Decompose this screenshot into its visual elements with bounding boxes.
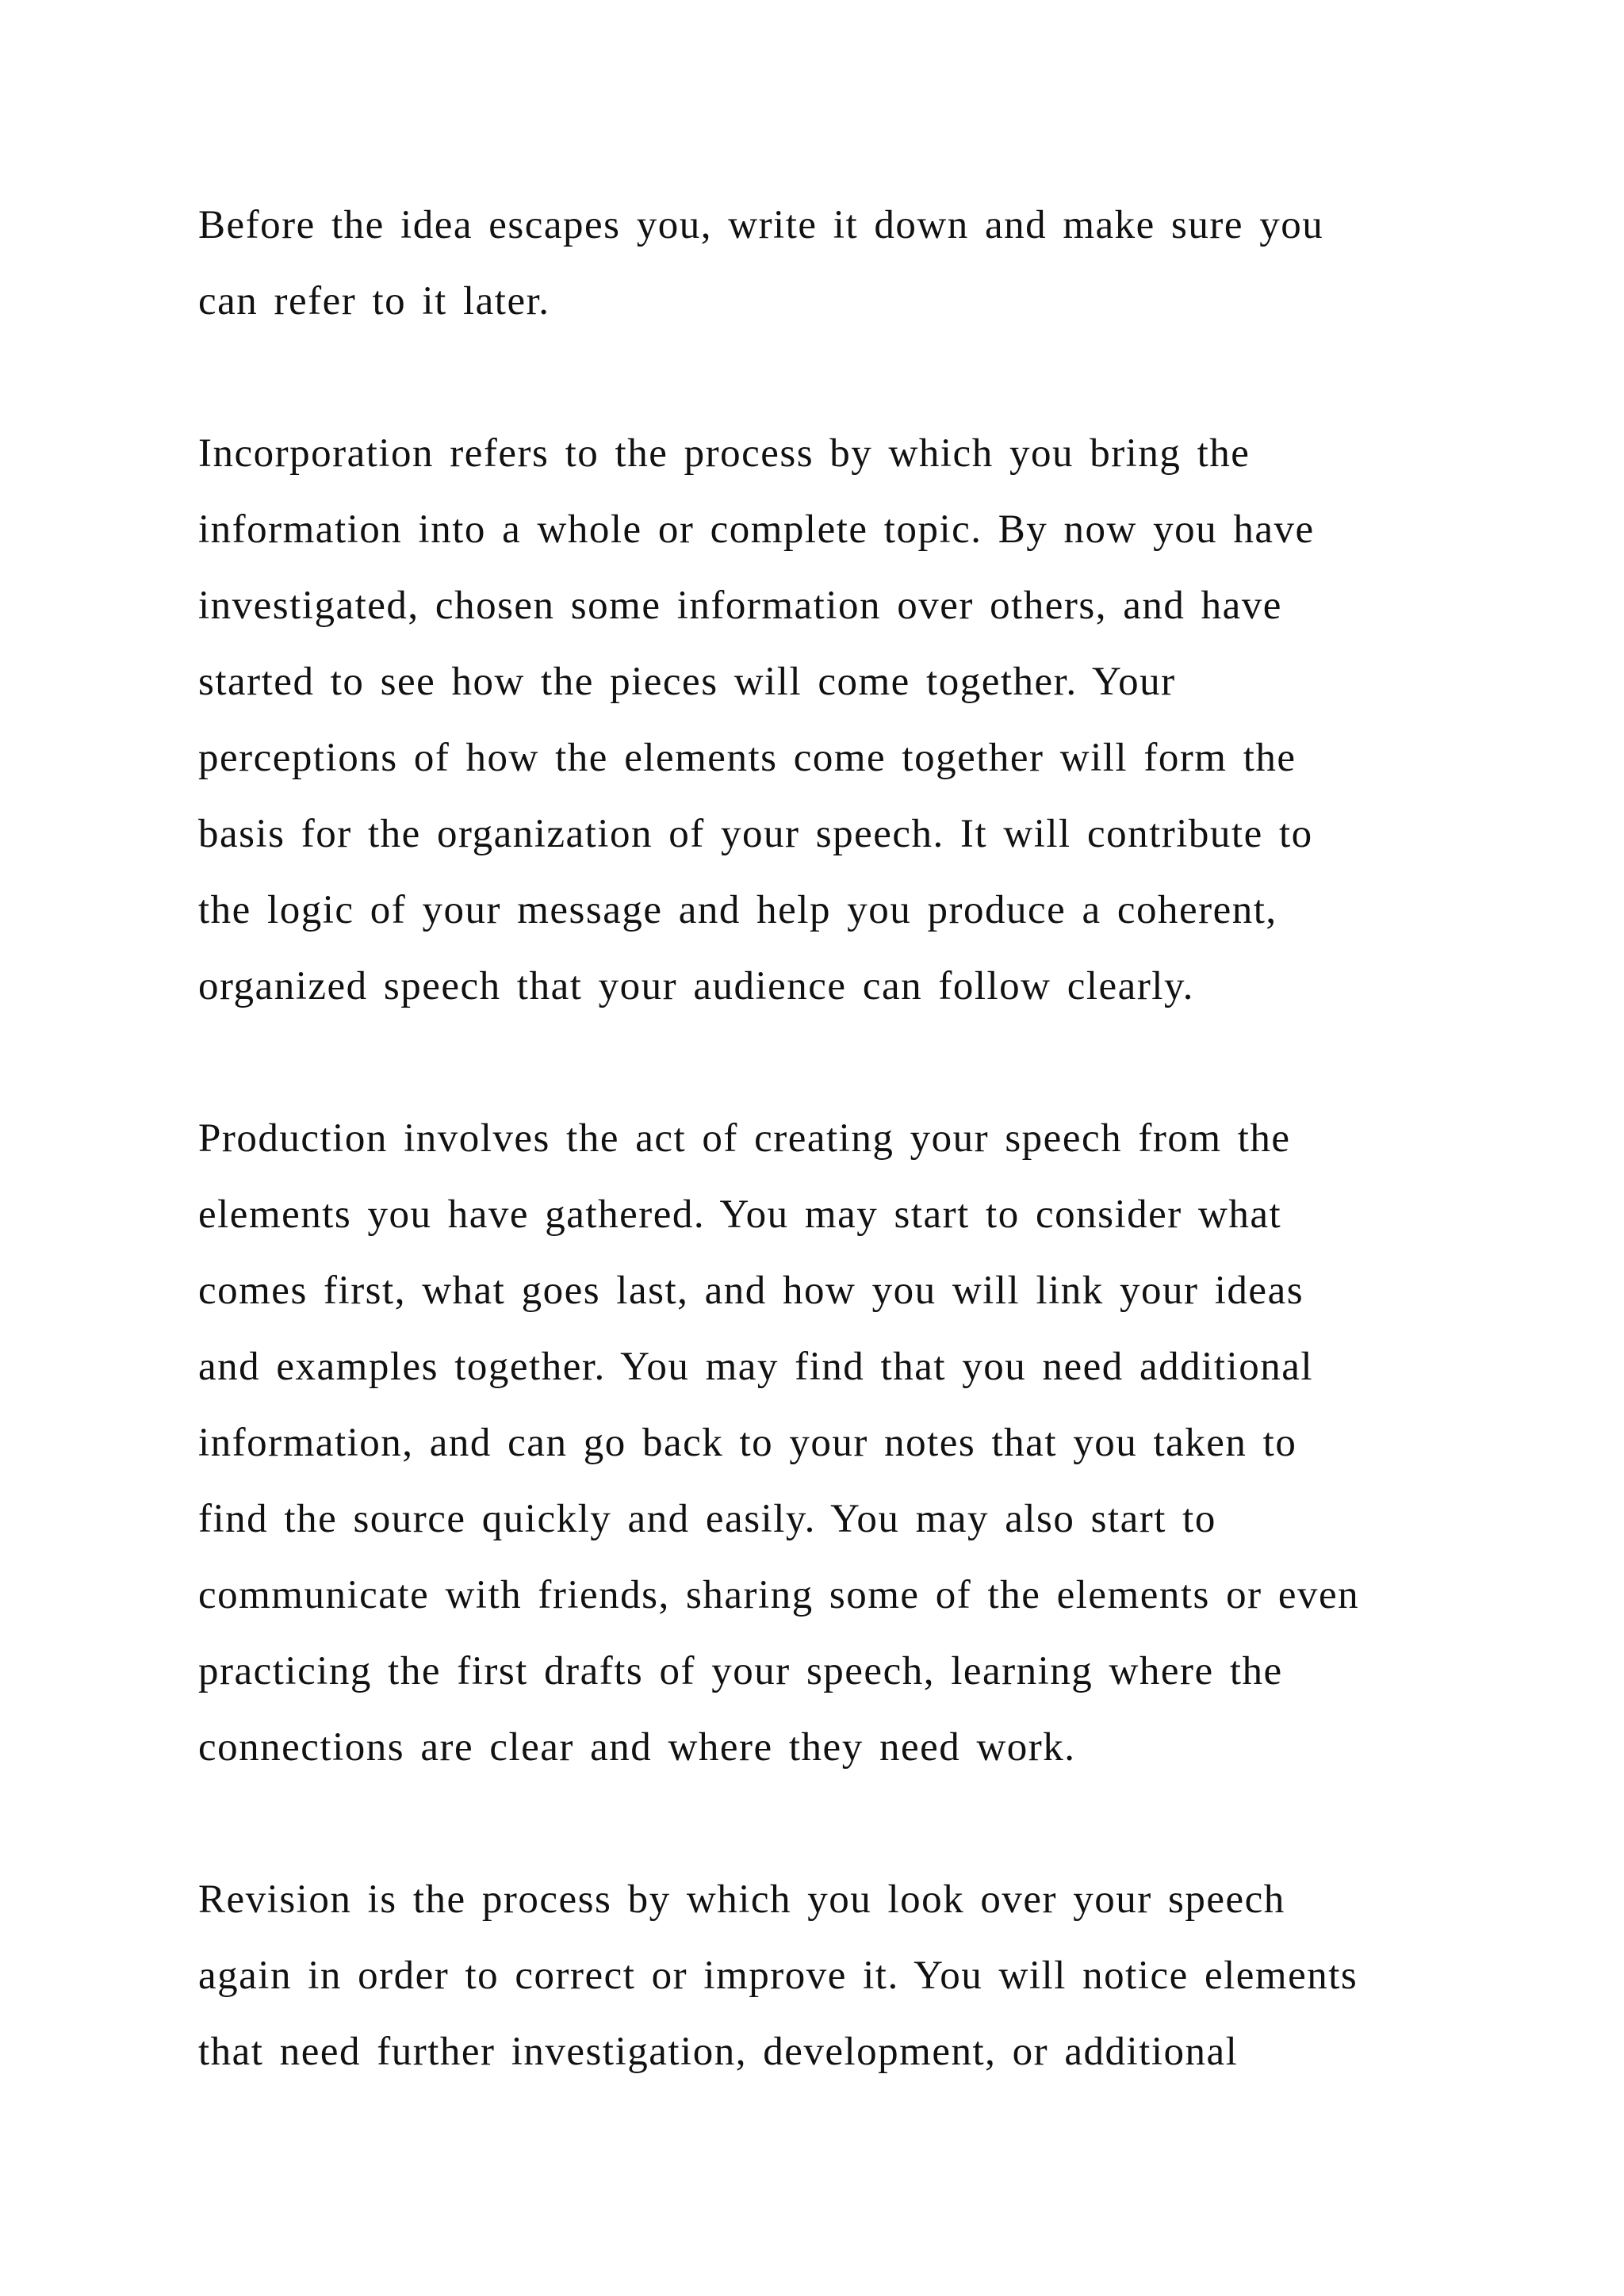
text-line: find the source quickly and easily. You may also start to bbox=[198, 1497, 1216, 1541]
text-line: that need further investigation, development, or additional bbox=[198, 2030, 1239, 2074]
text-line: comes first, what goes last, and how you will link your ideas bbox=[198, 1269, 1304, 1313]
paragraph-production bbox=[198, 1100, 1546, 1785]
document-body bbox=[198, 187, 1546, 2166]
text-line: can refer to it later. bbox=[198, 279, 550, 323]
text-line: connections are clear and where they need work. bbox=[198, 1725, 1076, 1770]
paragraph-incorporation bbox=[198, 415, 1546, 1024]
paragraph-revision bbox=[198, 1862, 1546, 2090]
text-line: information, and can go back to your notes that you taken to bbox=[198, 1421, 1297, 1465]
text-line: information into a whole or complete topic. By now you have bbox=[198, 507, 1315, 552]
text-line: Before the idea escapes you, write it down and make sure you bbox=[198, 203, 1324, 247]
text-line: basis for the organization of your speech. It will contribute to bbox=[198, 812, 1313, 856]
text-line: the logic of your message and help you produce a coherent, bbox=[198, 888, 1277, 932]
text-line: Incorporation refers to the process by which you bring the bbox=[198, 431, 1251, 476]
text-line: elements you have gathered. You may start to consider what bbox=[198, 1192, 1282, 1237]
text-line: practicing the first drafts of your speech, learning where the bbox=[198, 1649, 1283, 1693]
text-line: organized speech that your audience can follow clearly. bbox=[198, 964, 1194, 1008]
text-line: and examples together. You may find that you need additional bbox=[198, 1345, 1314, 1389]
text-line: investigated, chosen some information over others, and have bbox=[198, 584, 1282, 628]
text-line: perceptions of how the elements come together will form the bbox=[198, 736, 1297, 780]
text-line: Revision is the process by which you look over your speech bbox=[198, 1877, 1285, 1922]
text-line: Production involves the act of creating your speech from the bbox=[198, 1116, 1291, 1161]
paragraph-note-idea bbox=[198, 187, 1546, 339]
text-line: started to see how the pieces will come together. Your bbox=[198, 660, 1176, 704]
text-line: communicate with friends, sharing some of the elements or even bbox=[198, 1573, 1360, 1617]
text-line: again in order to correct or improve it. You will notice elements bbox=[198, 1954, 1358, 1998]
